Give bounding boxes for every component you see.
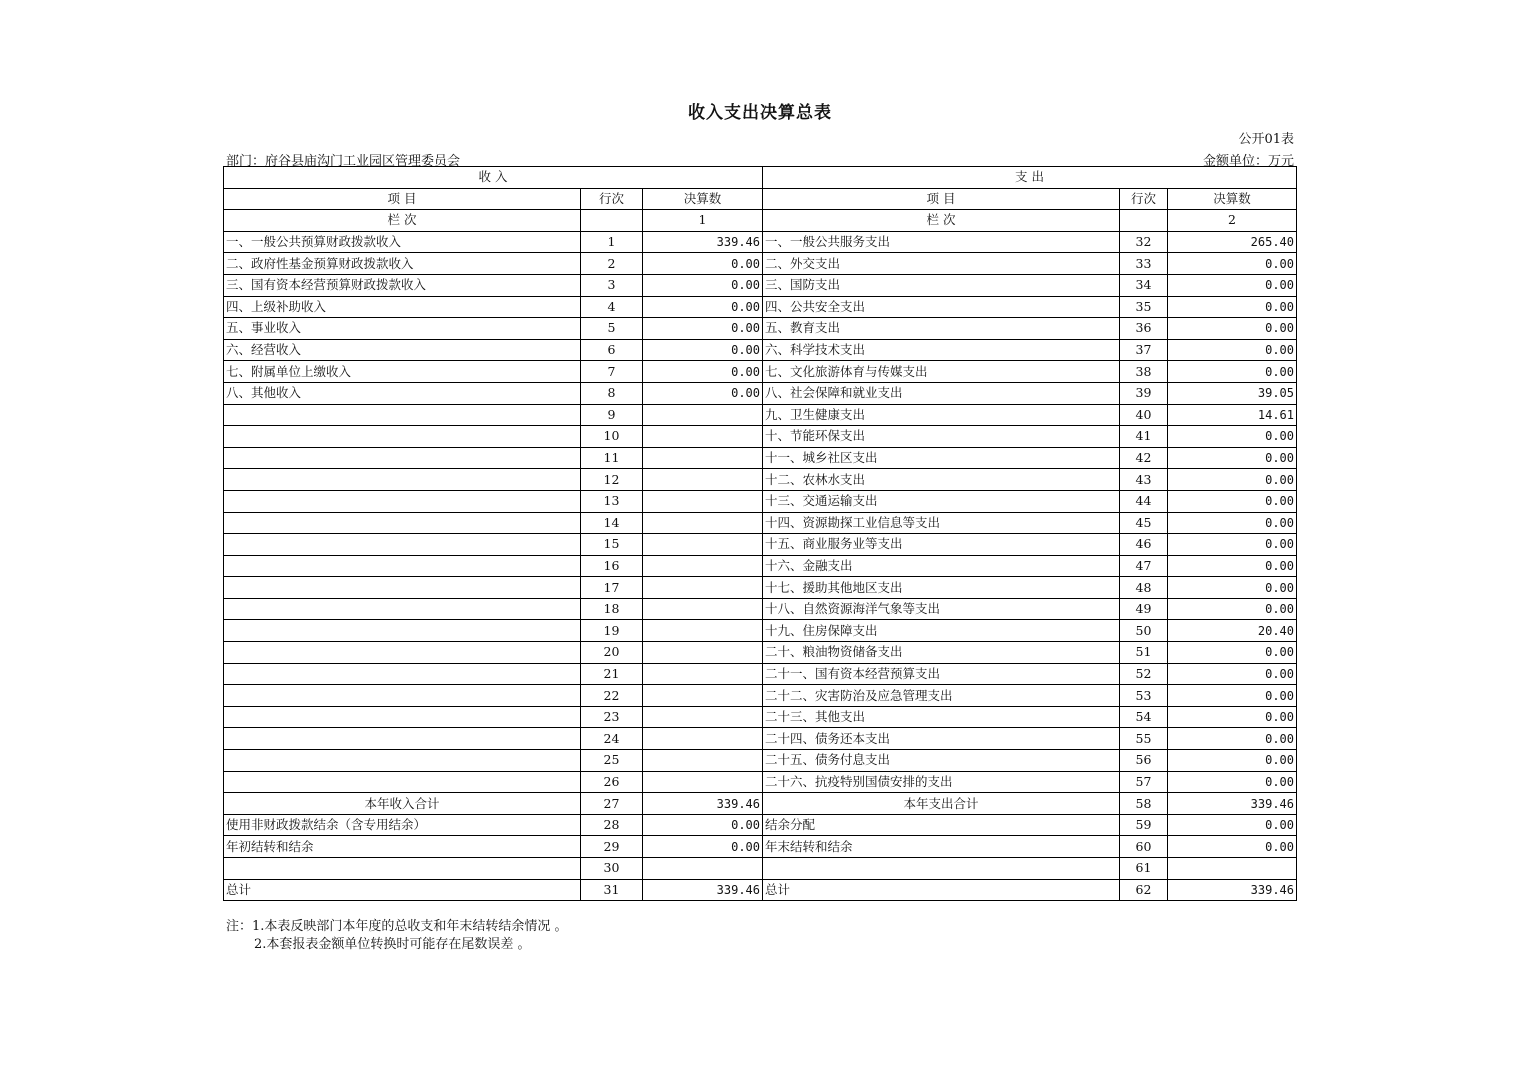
income-row-no-cell: 21: [581, 663, 643, 685]
expense-amount-cell: 0.00: [1168, 512, 1297, 534]
expense-row-no-cell: 33: [1120, 253, 1168, 275]
expense-row-no-cell: 39: [1120, 382, 1168, 404]
empty-cell: [1120, 210, 1168, 232]
table-row: [224, 620, 1297, 642]
expense-amount-cell: 0.00: [1168, 534, 1297, 556]
income-row-no-cell: 27: [581, 793, 643, 815]
income-column-label: 栏 次: [224, 210, 581, 232]
expense-amount-cell: 39.05: [1168, 382, 1297, 404]
table-row: [224, 426, 1297, 448]
expense-row-no-cell: 32: [1120, 231, 1168, 253]
expense-amount-cell: 0.00: [1168, 296, 1297, 318]
income-item-cell: [224, 490, 581, 512]
table-row: [224, 512, 1297, 534]
income-amount-cell: [643, 728, 763, 750]
expense-row-no-cell: 56: [1120, 750, 1168, 772]
expense-row-no-cell: 48: [1120, 577, 1168, 599]
table-row: [224, 685, 1297, 707]
expense-row-no-cell: 46: [1120, 534, 1168, 556]
income-amount-cell: [643, 706, 763, 728]
income-amount-cell: [643, 663, 763, 685]
expense-item-cell: 二十一、国有资本经营预算支出: [763, 663, 1120, 685]
income-row-no-cell: 26: [581, 771, 643, 793]
income-item-cell: [224, 404, 581, 426]
table-row: [224, 858, 1297, 880]
expense-item-cell: 十二、农林水支出: [763, 469, 1120, 491]
expense-amount-cell: 20.40: [1168, 620, 1297, 642]
income-row-no-header: 行次: [581, 188, 643, 210]
table-row: [224, 361, 1297, 383]
income-row-no-cell: 5: [581, 318, 643, 340]
expense-row-no-cell: 58: [1120, 793, 1168, 815]
expense-amount-cell: 0.00: [1168, 274, 1297, 296]
income-item-cell: [224, 706, 581, 728]
expense-item-cell: 十四、资源勘探工业信息等支出: [763, 512, 1120, 534]
income-row-no-cell: 22: [581, 685, 643, 707]
expense-row-no-cell: 34: [1120, 274, 1168, 296]
table-row: [224, 469, 1297, 491]
income-amount-cell: 339.46: [643, 231, 763, 253]
income-item-cell: [224, 512, 581, 534]
income-item-cell: 一、一般公共预算财政拨款收入: [224, 231, 581, 253]
income-item-cell: 二、政府性基金预算财政拨款收入: [224, 253, 581, 275]
expense-row-no-cell: 54: [1120, 706, 1168, 728]
expense-row-no-cell: 42: [1120, 447, 1168, 469]
income-row-no-cell: 17: [581, 577, 643, 599]
income-row-no-cell: 7: [581, 361, 643, 383]
page-title: 收入支出决算总表: [688, 103, 832, 123]
income-item-cell: [224, 685, 581, 707]
table-row: [224, 642, 1297, 664]
expense-row-no-cell: 55: [1120, 728, 1168, 750]
expense-amount-cell: 14.61: [1168, 404, 1297, 426]
expense-amount-cell: 0.00: [1168, 339, 1297, 361]
income-row-no-cell: 24: [581, 728, 643, 750]
expense-amount-cell: 0.00: [1168, 361, 1297, 383]
table-row: [224, 339, 1297, 361]
expense-amount-cell: 0.00: [1168, 814, 1297, 836]
table-row: [224, 663, 1297, 685]
expense-row-no-cell: 59: [1120, 814, 1168, 836]
table-row: [224, 231, 1297, 253]
expense-row-no-cell: 40: [1120, 404, 1168, 426]
expense-amount-cell: 0.00: [1168, 577, 1297, 599]
income-amount-cell: 0.00: [643, 318, 763, 340]
note-line-1: 注：1.本表反映部门本年度的总收支和年末结转结余情况 。: [226, 919, 568, 934]
expense-row-no-cell: 60: [1120, 836, 1168, 858]
income-amount-cell: 0.00: [643, 361, 763, 383]
expense-item-cell: 年末结转和结余: [763, 836, 1120, 858]
income-amount-cell: [643, 750, 763, 772]
form-number: 公开01表: [1238, 132, 1294, 147]
table-row: [224, 879, 1297, 901]
table-row: [224, 490, 1297, 512]
expense-amount-cell: 0.00: [1168, 771, 1297, 793]
income-row-no-cell: 31: [581, 879, 643, 901]
income-item-cell: [224, 555, 581, 577]
expense-amount-cell: 339.46: [1168, 879, 1297, 901]
income-amount-cell: [643, 598, 763, 620]
expense-amount-cell: 0.00: [1168, 447, 1297, 469]
income-amount-cell: [643, 534, 763, 556]
income-row-no-cell: 23: [581, 706, 643, 728]
income-item-cell: [224, 426, 581, 448]
income-expense-table: [223, 166, 1297, 901]
income-amount-header: 决算数: [643, 188, 763, 210]
expense-row-no-cell: 41: [1120, 426, 1168, 448]
expense-amount-cell: 0.00: [1168, 750, 1297, 772]
expense-amount-cell: 0.00: [1168, 469, 1297, 491]
income-amount-cell: [643, 620, 763, 642]
expense-item-cell: 二十六、抗疫特别国债安排的支出: [763, 771, 1120, 793]
table-body: [224, 231, 1297, 900]
income-amount-cell: 0.00: [643, 296, 763, 318]
expense-item-cell: 四、公共安全支出: [763, 296, 1120, 318]
income-row-no-cell: 6: [581, 339, 643, 361]
expense-item-cell: 十五、商业服务业等支出: [763, 534, 1120, 556]
expense-amount-cell: 0.00: [1168, 685, 1297, 707]
expense-item-cell: 总计: [763, 879, 1120, 901]
income-amount-cell: 0.00: [643, 814, 763, 836]
table-row: [224, 555, 1297, 577]
income-amount-cell: [643, 512, 763, 534]
header-row-section: [224, 167, 1297, 189]
table-row: [224, 836, 1297, 858]
amount-unit-label: 金额单位：万元: [1202, 154, 1294, 169]
income-item-cell: 总计: [224, 879, 581, 901]
income-row-no-cell: 30: [581, 858, 643, 880]
empty-cell: [581, 210, 643, 232]
table-row: [224, 598, 1297, 620]
table-row: [224, 706, 1297, 728]
expense-row-no-header: 行次: [1120, 188, 1168, 210]
income-column-index: 1: [643, 210, 763, 232]
expense-item-cell: 二十四、债务还本支出: [763, 728, 1120, 750]
table-row: [224, 771, 1297, 793]
table-row: [224, 728, 1297, 750]
income-row-no-cell: 19: [581, 620, 643, 642]
expense-item-cell: 十九、住房保障支出: [763, 620, 1120, 642]
expense-item-cell: 本年支出合计: [763, 793, 1120, 815]
income-row-no-cell: 10: [581, 426, 643, 448]
expense-row-no-cell: 52: [1120, 663, 1168, 685]
expense-item-cell: 七、文化旅游体育与传媒支出: [763, 361, 1120, 383]
income-amount-cell: 339.46: [643, 793, 763, 815]
income-item-cell: [224, 642, 581, 664]
expense-amount-cell: 0.00: [1168, 706, 1297, 728]
income-item-cell: [224, 750, 581, 772]
expense-amount-header: 决算数: [1168, 188, 1297, 210]
income-row-no-cell: 9: [581, 404, 643, 426]
income-row-no-cell: 1: [581, 231, 643, 253]
expense-item-cell: 六、科学技术支出: [763, 339, 1120, 361]
expense-row-no-cell: 61: [1120, 858, 1168, 880]
income-item-cell: 五、事业收入: [224, 318, 581, 340]
expense-row-no-cell: 50: [1120, 620, 1168, 642]
income-item-cell: 本年收入合计: [224, 793, 581, 815]
note-line-2: 2.本套报表金额单位转换时可能存在尾数误差 。: [254, 937, 531, 952]
table-row: [224, 577, 1297, 599]
table-row: [224, 253, 1297, 275]
income-amount-cell: [643, 490, 763, 512]
income-amount-cell: [643, 404, 763, 426]
expense-row-no-cell: 38: [1120, 361, 1168, 383]
income-item-cell: [224, 771, 581, 793]
income-amount-cell: [643, 577, 763, 599]
expense-item-cell: [763, 858, 1120, 880]
income-row-no-cell: 16: [581, 555, 643, 577]
income-item-cell: [224, 728, 581, 750]
expense-amount-cell: 0.00: [1168, 663, 1297, 685]
expense-amount-cell: 0.00: [1168, 836, 1297, 858]
income-item-cell: 使用非财政拨款结余（含专用结余）: [224, 814, 581, 836]
income-amount-cell: [643, 685, 763, 707]
income-item-cell: 六、经营收入: [224, 339, 581, 361]
expense-row-no-cell: 57: [1120, 771, 1168, 793]
income-amount-cell: 0.00: [643, 836, 763, 858]
income-section-header: 收 入: [224, 167, 763, 189]
income-item-cell: [224, 577, 581, 599]
table-row: [224, 750, 1297, 772]
expense-row-no-cell: 37: [1120, 339, 1168, 361]
expense-section-header: 支 出: [763, 167, 1297, 189]
income-item-cell: 四、上级补助收入: [224, 296, 581, 318]
expense-row-no-cell: 47: [1120, 555, 1168, 577]
expense-row-no-cell: 45: [1120, 512, 1168, 534]
table-row: [224, 274, 1297, 296]
expense-item-cell: 结余分配: [763, 814, 1120, 836]
expense-item-cell: 十六、金融支出: [763, 555, 1120, 577]
expense-item-cell: 五、教育支出: [763, 318, 1120, 340]
table-row: [224, 534, 1297, 556]
expense-amount-cell: 0.00: [1168, 426, 1297, 448]
expense-amount-cell: 0.00: [1168, 728, 1297, 750]
header-row-columns: [224, 188, 1297, 210]
income-row-no-cell: 4: [581, 296, 643, 318]
expense-row-no-cell: 36: [1120, 318, 1168, 340]
expense-item-cell: 九、卫生健康支出: [763, 404, 1120, 426]
income-item-cell: [224, 620, 581, 642]
expense-item-cell: 一、一般公共服务支出: [763, 231, 1120, 253]
income-row-no-cell: 8: [581, 382, 643, 404]
income-row-no-cell: 25: [581, 750, 643, 772]
expense-row-no-cell: 43: [1120, 469, 1168, 491]
expense-item-cell: 二、外交支出: [763, 253, 1120, 275]
income-item-cell: [224, 858, 581, 880]
income-amount-cell: 0.00: [643, 382, 763, 404]
income-item-header: 项 目: [224, 188, 581, 210]
expense-amount-cell: 0.00: [1168, 555, 1297, 577]
income-row-no-cell: 12: [581, 469, 643, 491]
expense-row-no-cell: 51: [1120, 642, 1168, 664]
expense-amount-cell: [1168, 858, 1297, 880]
expense-amount-cell: 0.00: [1168, 253, 1297, 275]
income-row-no-cell: 18: [581, 598, 643, 620]
income-row-no-cell: 28: [581, 814, 643, 836]
expense-row-no-cell: 44: [1120, 490, 1168, 512]
income-item-cell: 八、其他收入: [224, 382, 581, 404]
expense-item-cell: 十七、援助其他地区支出: [763, 577, 1120, 599]
income-amount-cell: [643, 555, 763, 577]
expense-item-cell: 二十三、其他支出: [763, 706, 1120, 728]
expense-amount-cell: 0.00: [1168, 318, 1297, 340]
income-row-no-cell: 14: [581, 512, 643, 534]
expense-amount-cell: 0.00: [1168, 490, 1297, 512]
income-amount-cell: 0.00: [643, 339, 763, 361]
expense-item-cell: 八、社会保障和就业支出: [763, 382, 1120, 404]
table-row: [224, 382, 1297, 404]
expense-item-cell: 十三、交通运输支出: [763, 490, 1120, 512]
expense-amount-cell: 0.00: [1168, 642, 1297, 664]
income-item-cell: 七、附属单位上缴收入: [224, 361, 581, 383]
expense-column-index: 2: [1168, 210, 1297, 232]
expense-item-cell: 十、节能环保支出: [763, 426, 1120, 448]
expense-item-cell: 十一、城乡社区支出: [763, 447, 1120, 469]
expense-amount-cell: 265.40: [1168, 231, 1297, 253]
income-amount-cell: [643, 469, 763, 491]
income-item-cell: [224, 534, 581, 556]
income-item-cell: 年初结转和结余: [224, 836, 581, 858]
income-item-cell: 三、国有资本经营预算财政拨款收入: [224, 274, 581, 296]
income-item-cell: [224, 598, 581, 620]
expense-row-no-cell: 53: [1120, 685, 1168, 707]
income-row-no-cell: 15: [581, 534, 643, 556]
income-row-no-cell: 11: [581, 447, 643, 469]
table-row: [224, 793, 1297, 815]
income-amount-cell: [643, 771, 763, 793]
expense-item-cell: 二十、粮油物资储备支出: [763, 642, 1120, 664]
income-item-cell: [224, 663, 581, 685]
income-row-no-cell: 13: [581, 490, 643, 512]
income-amount-cell: 0.00: [643, 253, 763, 275]
income-row-no-cell: 29: [581, 836, 643, 858]
table-row: [224, 447, 1297, 469]
table-row: [224, 814, 1297, 836]
expense-column-label: 栏 次: [763, 210, 1120, 232]
income-amount-cell: [643, 447, 763, 469]
expense-item-cell: 三、国防支出: [763, 274, 1120, 296]
department-label: 部门：府谷县庙沟门工业园区管理委员会: [226, 154, 461, 169]
income-amount-cell: 339.46: [643, 879, 763, 901]
income-row-no-cell: 3: [581, 274, 643, 296]
income-item-cell: [224, 469, 581, 491]
expense-item-cell: 二十五、债务付息支出: [763, 750, 1120, 772]
income-row-no-cell: 2: [581, 253, 643, 275]
expense-item-header: 项 目: [763, 188, 1120, 210]
table-row: [224, 296, 1297, 318]
income-amount-cell: [643, 642, 763, 664]
income-row-no-cell: 20: [581, 642, 643, 664]
expense-item-cell: 十八、自然资源海洋气象等支出: [763, 598, 1120, 620]
expense-item-cell: 二十二、灾害防治及应急管理支出: [763, 685, 1120, 707]
table-row: [224, 318, 1297, 340]
header-row-column-index: [224, 210, 1297, 232]
expense-amount-cell: 339.46: [1168, 793, 1297, 815]
income-amount-cell: [643, 426, 763, 448]
expense-row-no-cell: 62: [1120, 879, 1168, 901]
income-amount-cell: 0.00: [643, 274, 763, 296]
table-row: [224, 404, 1297, 426]
expense-amount-cell: 0.00: [1168, 598, 1297, 620]
notes: [226, 918, 568, 954]
expense-row-no-cell: 49: [1120, 598, 1168, 620]
income-amount-cell: [643, 858, 763, 880]
income-item-cell: [224, 447, 581, 469]
expense-row-no-cell: 35: [1120, 296, 1168, 318]
